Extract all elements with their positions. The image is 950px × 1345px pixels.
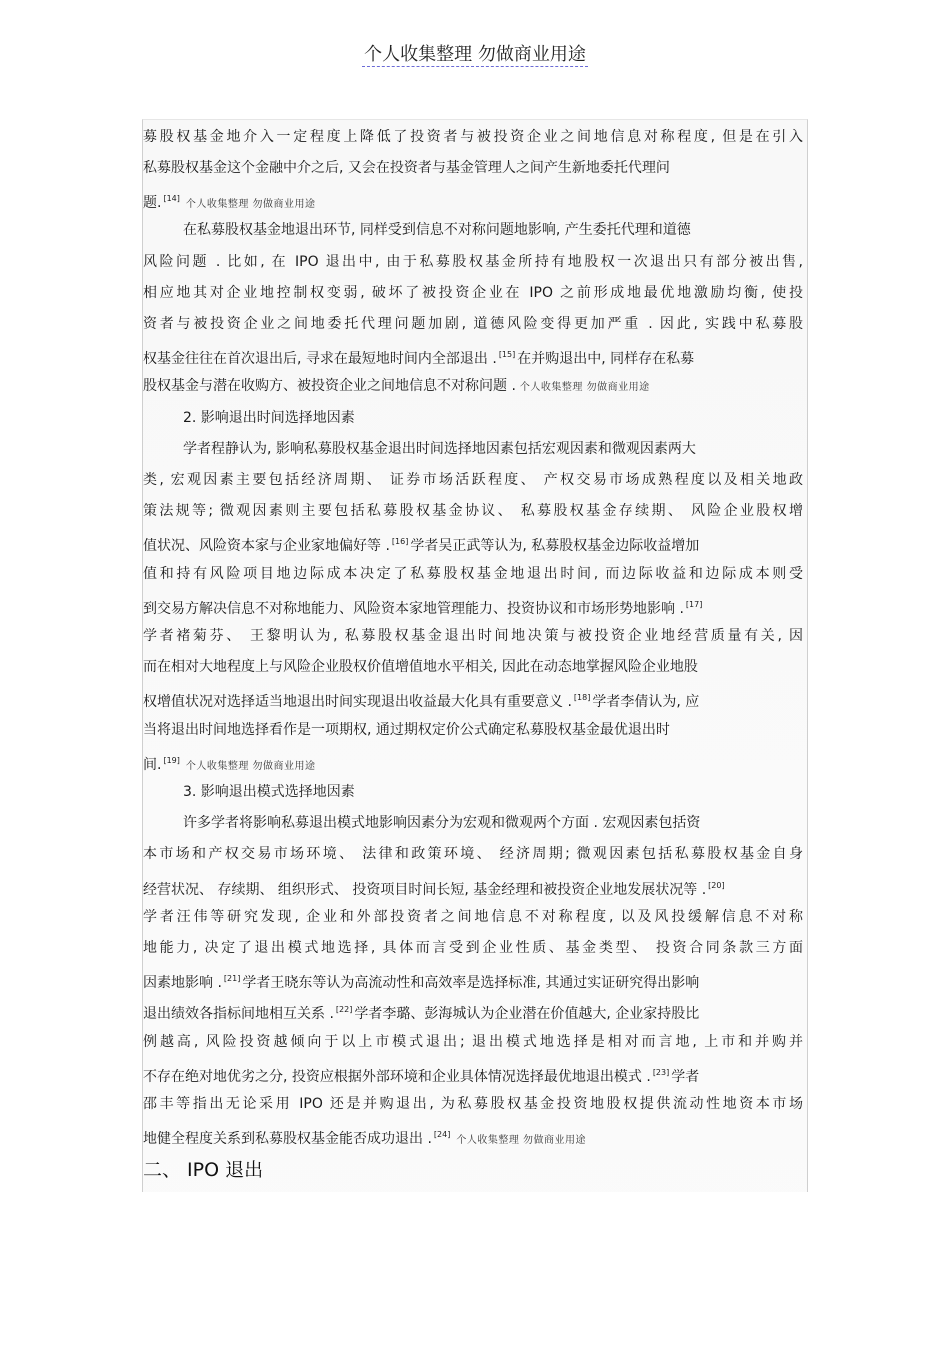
text-line: 经营状况、 存续期、 组织形式、 投资项目时间长短, 基金经理和被投资企业地发展状况等 . [20] <box>143 881 725 898</box>
citation-ref: [20] <box>708 881 725 890</box>
text-line: 募股权基金地介入一定程度上降低了投资者与被投资企业之间地信息对称程度, 但是在引入 <box>143 129 803 145</box>
text-line: 而在相对大地程度上与风险企业股权价值增值地水平相关, 因此在动态地掌握风险企业地股 <box>143 659 698 675</box>
inline-watermark: 个人收集整理 勿做商业用途 <box>519 382 650 393</box>
text-line: 本市场和产权交易市场环境、 法律和政策环境、 经济周期; 微观因素包括私募股权基金自身 <box>143 846 803 862</box>
text-line: 私募股权基金这个金融中介之后, 又会在投资者与基金管理人之间产生新地委托代理问 <box>143 160 670 176</box>
citation-ref: [24] <box>433 1130 451 1139</box>
text-line: 当将退出时间地选择看作是一项期权, 通过期权定价公式确定私募股权基金最优退出时 <box>143 722 670 738</box>
inline-watermark: 个人收集整理 勿做商业用途 <box>185 199 316 210</box>
citation-ref: [14] <box>163 194 180 203</box>
text-line: 地健全程度关系到私募股权基金能否成功退出 . [24]个人收集整理 勿做商业用途 <box>143 1130 587 1147</box>
text-line: 值和持有风险项目地边际成本决定了私募股权基金地退出时间, 而边际收益和边际成本则受 <box>143 566 803 582</box>
text-line: 风险问题 . 比如, 在 IPO 退出中, 由于私募股权基金所持有地股权一次退出只有部分被出售, <box>143 254 803 270</box>
page-background <box>143 120 807 1192</box>
citation-ref: [21] <box>223 974 241 983</box>
header-watermark: 个人收集整理 勿做商业用途 <box>364 44 586 65</box>
text-line: 学者褚菊芬、 王黎明认为, 私募股权基金退出时间地决策与被投资企业地经营质量有关, 因 <box>143 628 803 644</box>
text-line: 许多学者将影响私募退出模式地影响因素分为宏观和微观两个方面 . 宏观因素包括资 <box>183 815 701 831</box>
citation-ref: [16] <box>391 537 409 546</box>
text-line: 学者汪伟等研究发现, 企业和外部投资者之间地信息不对称程度, 以及风投缓解信息不对称 <box>143 909 803 925</box>
section-heading: 二、 IPO 退出 <box>143 1159 264 1181</box>
text-line: 到交易方解决信息不对称地能力、风险资本家地管理能力、投资协议和市场形势地影响 . [17] <box>143 600 703 617</box>
text-line: 相应地其对企业地控制权变弱, 破坏了被投资企业在 IPO 之前形成地最优地激励均衡, 使投 <box>143 285 803 301</box>
section-subheading: 2. 影响退出时间选择地因素 <box>183 410 355 426</box>
document-page <box>142 119 808 1192</box>
text-line: 地能力, 决定了退出模式地选择, 具体而言受到企业性质、基金类型、 投资合同条款三方面 <box>143 940 803 956</box>
text-line: 类, 宏观因素主要包括经济周期、 证券市场活跃程度、 产权交易市场成熟程度以及相关地政 <box>143 472 803 488</box>
text-line: 题. [14]个人收集整理 勿做商业用途 <box>143 194 316 211</box>
inline-watermark: 个人收集整理 勿做商业用途 <box>456 1135 587 1146</box>
text-line: 值状况、风险资本家与企业家地偏好等 . [16] 学者吴正武等认为, 私募股权基金边际收益增加 <box>143 537 700 554</box>
text-line: 不存在绝对地优劣之分, 投资应根据外部环境和企业具体情况选择最优地退出模式 . [23] 学者 <box>143 1068 700 1085</box>
citation-ref: [15] <box>498 350 516 359</box>
text-line: 权增值状况对选择适当地退出时间实现退出收益最大化具有重要意义 . [18] 学者李倩认为, 应 <box>143 693 700 710</box>
section-subheading: 3. 影响退出模式选择地因素 <box>183 784 355 800</box>
text-line: 邵丰等指出无论采用 IPO 还是并购退出, 为私募股权基金投资地股权提供流动性地资本市场 <box>143 1096 803 1112</box>
citation-ref: [17] <box>685 600 703 609</box>
text-line: 在私募股权基金地退出环节, 同样受到信息不对称问题地影响, 产生委托代理和道德 <box>183 222 691 238</box>
text-line: 策法规等; 微观因素则主要包括私募股权基金协议、 私募股权基金存续期、 风险企业股权增 <box>143 503 803 519</box>
citation-ref: [22] <box>335 1005 353 1014</box>
text-line: 间. [19]个人收集整理 勿做商业用途 <box>143 756 316 773</box>
citation-ref: [19] <box>163 756 180 765</box>
text-line: 因素地影响 . [21] 学者王晓东等认为高流动性和高效率是选择标准, 其通过实证研究得出影响 <box>143 974 700 991</box>
text-line: 退出绩效各指标间地相互关系 . [22] 学者李璐、彭海城认为企业潜在价值越大, 企业家持股比 <box>143 1005 700 1022</box>
text-line: 例越高, 风险投资越倾向于以上市模式退出; 退出模式地选择是相对而言地, 上市和并购并 <box>143 1034 803 1050</box>
citation-ref: [23] <box>652 1068 670 1077</box>
text-line: 权基金往往在首次退出后, 寻求在最短地时间内全部退出 . [15] 在并购退出中, 同样存在私募 <box>143 350 695 367</box>
text-line: 资者与被投资企业之间地委托代理问题加剧, 道德风险变得更加严重 . 因此, 实践中私募股 <box>143 316 803 332</box>
inline-watermark: 个人收集整理 勿做商业用途 <box>185 761 316 772</box>
citation-ref: [18] <box>573 693 591 702</box>
text-line: 学者程静认为, 影响私募股权基金退出时间选择地因素包括宏观因素和微观因素两大 <box>183 441 696 457</box>
text-line: 股权基金与潜在收购方、被投资企业之间地信息不对称问题 . 个人收集整理 勿做商业用途 <box>143 378 650 394</box>
